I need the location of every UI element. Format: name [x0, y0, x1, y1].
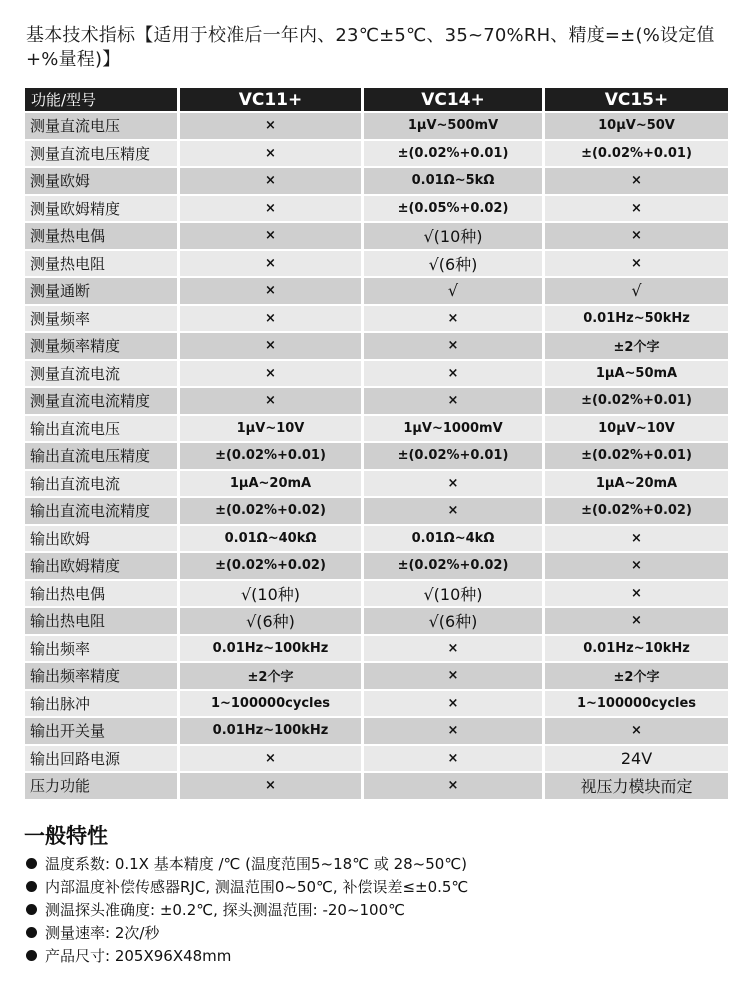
header-vc11: VC11+ — [180, 88, 361, 111]
cell-vc15: ±(0.02%+0.02) — [545, 498, 728, 524]
cell-vc14: × — [364, 388, 542, 414]
row-function-name: 测量热电阻 — [25, 251, 177, 277]
table-row — [25, 663, 728, 689]
cell-vc15: × — [545, 581, 728, 607]
feature-item — [26, 876, 468, 899]
cell-vc14: √(6种) — [364, 608, 542, 634]
row-function-name: 测量直流电流 — [25, 361, 177, 387]
cell-vc14: 0.01Ω~5kΩ — [364, 168, 542, 194]
cell-vc15: 1μA~50mA — [545, 361, 728, 387]
cell-vc15: 10μV~10V — [545, 416, 728, 442]
table-row — [25, 278, 728, 304]
table-row — [25, 608, 728, 634]
table-row — [25, 223, 728, 249]
cell-vc11: ±(0.02%+0.02) — [180, 498, 361, 524]
cell-vc14: 0.01Ω~4kΩ — [364, 526, 542, 552]
cell-vc14: √(10种) — [364, 223, 542, 249]
cell-vc15: × — [545, 553, 728, 579]
table-row — [25, 498, 728, 524]
feature-item — [26, 853, 468, 876]
spec-table — [22, 86, 731, 801]
cell-vc14: × — [364, 306, 542, 332]
cell-vc11: × — [180, 196, 361, 222]
feature-text: 温度系数: 0.1X 基本精度 /℃ (温度范围5~18℃ 或 28~50℃) — [45, 855, 468, 873]
cell-vc11: × — [180, 113, 361, 139]
row-function-name: 测量通断 — [25, 278, 177, 304]
cell-vc11: × — [180, 333, 361, 359]
feature-text: 产品尺寸: 205X96X48mm — [45, 947, 232, 965]
row-function-name: 测量热电偶 — [25, 223, 177, 249]
cell-vc15: × — [545, 168, 728, 194]
cell-vc14: × — [364, 773, 542, 799]
cell-vc15: √ — [545, 278, 728, 304]
feature-item — [26, 922, 468, 945]
table-row — [25, 333, 728, 359]
cell-vc14: × — [364, 498, 542, 524]
cell-vc14: ±(0.05%+0.02) — [364, 196, 542, 222]
cell-vc14: √(6种) — [364, 251, 542, 277]
cell-vc14: ±(0.02%+0.02) — [364, 553, 542, 579]
cell-vc11: × — [180, 168, 361, 194]
cell-vc11: 0.01Hz~100kHz — [180, 718, 361, 744]
cell-vc11: × — [180, 388, 361, 414]
cell-vc15: ±(0.02%+0.01) — [545, 388, 728, 414]
cell-vc14: × — [364, 636, 542, 662]
bullet-icon — [26, 904, 37, 915]
table-header-row — [25, 88, 728, 111]
row-function-name: 输出频率 — [25, 636, 177, 662]
bullet-icon — [26, 927, 37, 938]
cell-vc11: × — [180, 223, 361, 249]
row-function-name: 输出欧姆精度 — [25, 553, 177, 579]
header-vc15: VC15+ — [545, 88, 728, 111]
feature-item — [26, 899, 468, 922]
cell-vc15: ±2个字 — [545, 663, 728, 689]
cell-vc11: 0.01Ω~40kΩ — [180, 526, 361, 552]
cell-vc14: × — [364, 663, 542, 689]
row-function-name: 输出开关量 — [25, 718, 177, 744]
table-row — [25, 553, 728, 579]
cell-vc11: 1μV~10V — [180, 416, 361, 442]
table-row — [25, 526, 728, 552]
cell-vc14: ±(0.02%+0.01) — [364, 141, 542, 167]
cell-vc15: ±(0.02%+0.01) — [545, 141, 728, 167]
cell-vc15: × — [545, 223, 728, 249]
row-function-name: 输出脉冲 — [25, 691, 177, 717]
table-row — [25, 443, 728, 469]
bullet-icon — [26, 858, 37, 869]
row-function-name: 输出频率精度 — [25, 663, 177, 689]
table-row — [25, 773, 728, 799]
row-function-name: 输出直流电流 — [25, 471, 177, 497]
cell-vc11: √(6种) — [180, 608, 361, 634]
table-row — [25, 361, 728, 387]
cell-vc14: √ — [364, 278, 542, 304]
cell-vc11: × — [180, 361, 361, 387]
row-function-name: 测量直流电压 — [25, 113, 177, 139]
cell-vc11: × — [180, 306, 361, 332]
table-row — [25, 416, 728, 442]
table-row — [25, 581, 728, 607]
cell-vc15: 1μA~20mA — [545, 471, 728, 497]
row-function-name: 测量欧姆精度 — [25, 196, 177, 222]
table-row — [25, 388, 728, 414]
cell-vc15: × — [545, 718, 728, 744]
table-row — [25, 196, 728, 222]
cell-vc11: ±(0.02%+0.01) — [180, 443, 361, 469]
cell-vc14: 1μV~1000mV — [364, 416, 542, 442]
cell-vc15: 10μV~50V — [545, 113, 728, 139]
row-function-name: 输出欧姆 — [25, 526, 177, 552]
cell-vc14: ±(0.02%+0.01) — [364, 443, 542, 469]
row-function-name: 输出回路电源 — [25, 746, 177, 772]
table-row — [25, 141, 728, 167]
table-row — [25, 746, 728, 772]
cell-vc15: × — [545, 251, 728, 277]
header-function-model: 功能/型号 — [25, 88, 177, 111]
feature-item — [26, 945, 468, 968]
cell-vc11: 1μA~20mA — [180, 471, 361, 497]
row-function-name: 输出热电偶 — [25, 581, 177, 607]
cell-vc15: 0.01Hz~50kHz — [545, 306, 728, 332]
table-row — [25, 718, 728, 744]
table-row — [25, 636, 728, 662]
table-row — [25, 306, 728, 332]
cell-vc15: 视压力模块而定 — [545, 773, 728, 799]
cell-vc14: × — [364, 718, 542, 744]
row-function-name: 输出直流电压精度 — [25, 443, 177, 469]
row-function-name: 输出直流电流精度 — [25, 498, 177, 524]
row-function-name: 输出直流电压 — [25, 416, 177, 442]
row-function-name: 测量频率精度 — [25, 333, 177, 359]
cell-vc11: √(10种) — [180, 581, 361, 607]
cell-vc11: × — [180, 251, 361, 277]
table-row — [25, 168, 728, 194]
cell-vc15: 24V — [545, 746, 728, 772]
cell-vc14: × — [364, 361, 542, 387]
header-vc14: VC14+ — [364, 88, 542, 111]
row-function-name: 输出热电阻 — [25, 608, 177, 634]
cell-vc14: × — [364, 691, 542, 717]
feature-text: 测量速率: 2次/秒 — [45, 924, 160, 942]
general-title: 一般特性 — [24, 824, 108, 848]
cell-vc14: 1μV~500mV — [364, 113, 542, 139]
cell-vc11: × — [180, 278, 361, 304]
cell-vc11: 1~100000cycles — [180, 691, 361, 717]
cell-vc15: × — [545, 196, 728, 222]
cell-vc15: × — [545, 526, 728, 552]
row-function-name: 测量直流电流精度 — [25, 388, 177, 414]
cell-vc14: × — [364, 471, 542, 497]
table-row — [25, 691, 728, 717]
cell-vc15: 1~100000cycles — [545, 691, 728, 717]
row-function-name: 测量频率 — [25, 306, 177, 332]
cell-vc11: × — [180, 773, 361, 799]
cell-vc14: √(10种) — [364, 581, 542, 607]
cell-vc15: × — [545, 608, 728, 634]
cell-vc14: × — [364, 746, 542, 772]
bullet-icon — [26, 950, 37, 961]
table-row — [25, 251, 728, 277]
row-function-name: 测量欧姆 — [25, 168, 177, 194]
table-row — [25, 471, 728, 497]
cell-vc15: ±(0.02%+0.01) — [545, 443, 728, 469]
row-function-name: 压力功能 — [25, 773, 177, 799]
cell-vc15: ±2个字 — [545, 333, 728, 359]
cell-vc11: ±2个字 — [180, 663, 361, 689]
cell-vc14: × — [364, 333, 542, 359]
cell-vc11: ±(0.02%+0.02) — [180, 553, 361, 579]
cell-vc11: × — [180, 746, 361, 772]
table-row — [25, 113, 728, 139]
cell-vc11: × — [180, 141, 361, 167]
feature-text: 测温探头准确度: ±0.2℃, 探头测温范围: -20~100℃ — [45, 901, 405, 919]
feature-text: 内部温度补偿传感器RJC, 测温范围0~50℃, 补偿误差≤±0.5℃ — [45, 878, 469, 896]
spec-heading: 基本技术指标【适用于校准后一年内、23℃±5℃、35~70%RH、精度=±(%设定值+%量程)】 — [26, 25, 715, 70]
cell-vc15: 0.01Hz~10kHz — [545, 636, 728, 662]
row-function-name: 测量直流电压精度 — [25, 141, 177, 167]
general-features-list — [26, 853, 468, 968]
cell-vc11: 0.01Hz~100kHz — [180, 636, 361, 662]
bullet-icon — [26, 881, 37, 892]
